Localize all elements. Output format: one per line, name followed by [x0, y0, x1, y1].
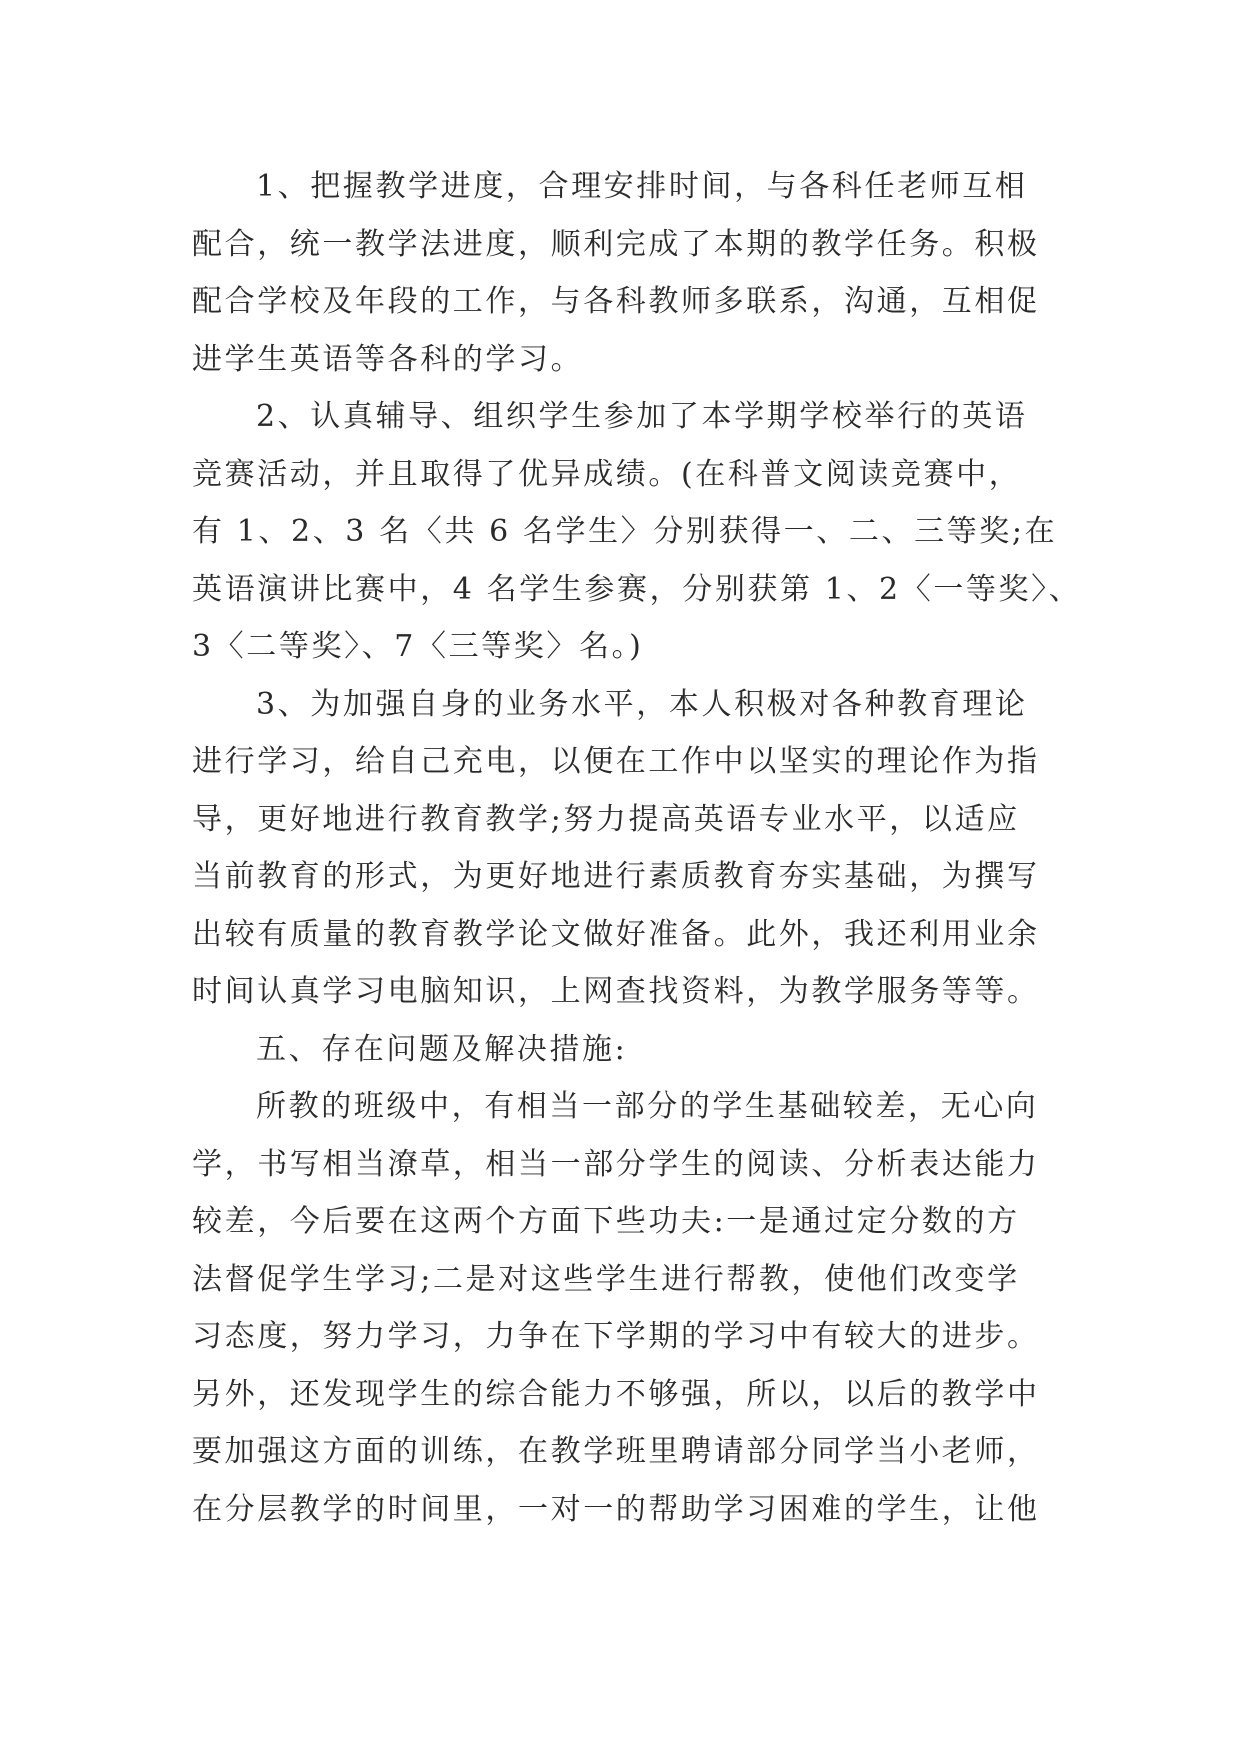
- text-line: 出较有质量的教育教学论文做好准备。此外，我还利用业余: [192, 916, 1040, 952]
- text-line: 配合，统一教学法进度，顺利完成了本期的教学任务。积极: [192, 226, 1040, 262]
- text-line: 所教的班级中，有相当一部分的学生基础较差，无心向: [256, 1089, 1039, 1124]
- text-line: 学，书写相当潦草，相当一部分学生的阅读、分析表达能力: [192, 1146, 1040, 1182]
- document-body: [192, 158, 1082, 1538]
- text-line: 竞赛活动，并且取得了优异成绩。(在科普文阅读竞赛中，: [192, 456, 1022, 492]
- text-line: 较差，今后要在这两个方面下些功夫:一是通过定分数的方: [192, 1204, 1020, 1239]
- text-line: 要加强这方面的训练，在教学班里聘请部分同学当小老师，: [192, 1434, 1040, 1469]
- text-line: 进学生英语等各科的学习。: [192, 341, 584, 377]
- text-line: 2、认真辅导、组织学生参加了本学期学校举行的英语: [256, 399, 1028, 434]
- text-line: 当前教育的形式，为更好地进行素质教育夯实基础，为撰写: [192, 859, 1040, 894]
- text-line: 法督促学生学习;二是对这些学生进行帮教，使他们改变学: [192, 1261, 1020, 1297]
- text-line: 有 1、2、3 名〈共 6 名学生〉分别获得一、二、三等奖;在: [192, 514, 1058, 549]
- text-line: 配合学校及年段的工作，与各科教师多联系，沟通，互相促: [192, 284, 1040, 319]
- text-line: 1、把握教学进度，合理安排时间，与各科任老师互相: [256, 169, 1028, 204]
- text-line: 时间认真学习电脑知识，上网查找资料，为教学服务等等。: [192, 974, 1040, 1009]
- text-line: 在分层教学的时间里，一对一的帮助学习困难的学生，让他: [192, 1491, 1040, 1527]
- text-line: 另外，还发现学生的综合能力不够强，所以，以后的教学中: [192, 1376, 1040, 1412]
- text-line: 进行学习，给自己充电，以便在工作中以坚实的理论作为指: [192, 744, 1040, 779]
- text-line: 3、为加强自身的业务水平，本人积极对各种教育理论: [256, 686, 1028, 722]
- section-heading: 五、存在问题及解决措施:: [256, 1031, 628, 1067]
- text-line: 3〈二等奖〉、7〈三等奖〉名。): [192, 629, 644, 664]
- text-line: 习态度，努力学习，力争在下学期的学习中有较大的进步。: [192, 1319, 1040, 1354]
- text-line: 英语演讲比赛中，4 名学生参赛，分别获第 1、2〈一等奖〉、: [192, 571, 1082, 607]
- text-line: 导，更好地进行教育教学;努力提高英语专业水平，以适应: [192, 801, 1020, 837]
